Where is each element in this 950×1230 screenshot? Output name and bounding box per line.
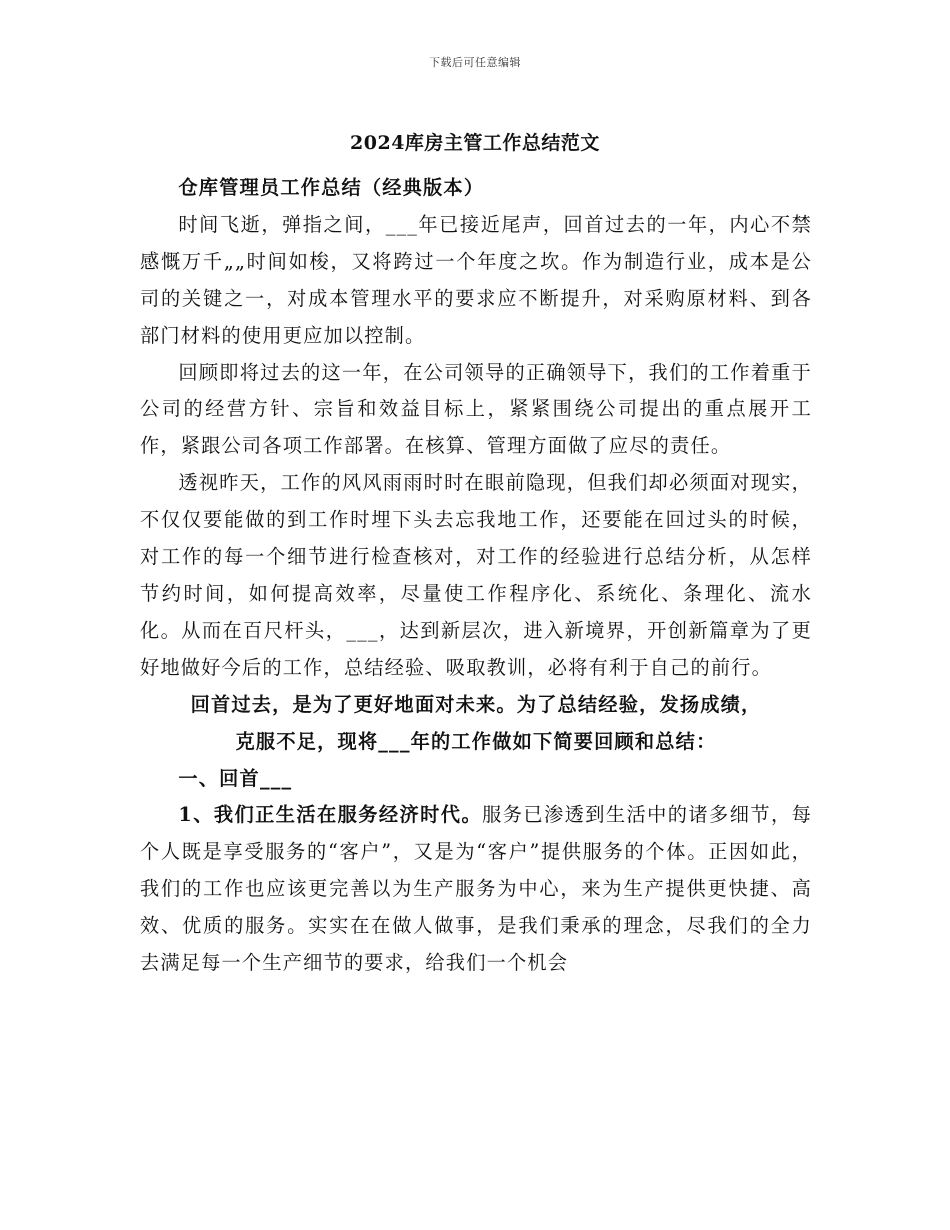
paragraph-1: 时间飞逝，弹指之间，___年已接近尾声，回首过去的一年，内心不禁感慨万千„„时间如梭，又将跨过一个年度之坎。作为制造行业，成本是公司的关键之一，对成本管理水平的要求应不断提升，对采购原材料、到各部门材料的使用更应加以控制。 — [140, 212, 812, 347]
item-1-body: 服务已渗透到生活中的诸多细节，每个人既是享受服务的“客户”，又是为“客户”提供服务的个体。正因如此，我们的工作也应该更完善以为生产服务为中心，来为生产提供更快捷、高效、优质的服务。实实在在做人做事，是我们秉承的理念，尽我们的全力去满足每一个生产细节的要求，给我们一个机会 — [140, 803, 812, 975]
summary-intro-line-1: 回首过去，是为了更好地面对未来。为了总结经验，发扬成绩， — [190, 692, 762, 716]
item-1-lead: 1、我们正生活在服务经济时代。 — [178, 803, 483, 827]
section-heading: 一、回首___ — [178, 766, 293, 790]
header-note: 下载后可任意编辑 — [429, 56, 521, 69]
page-title: 2024库房主管工作总结范文 — [350, 132, 600, 154]
item-1 — [140, 797, 812, 982]
summary-intro-line-2: 克服不足，现将___年的工作做如下简要回顾和总结： — [235, 729, 717, 753]
paragraph-3: 透视昨天，工作的风风雨雨时时在眼前隐现，但我们却必须面对现实，不仅仅要能做的到工作时埋下头去忘我地工作，还要能在回过头的时候，对工作的每一个细节进行检查核对，对工作的经验进行总结分析，从怎样节约时间，如何提高效率，尽量使工作程序化、系统化、条理化、流水化。从而在百尺杆头，___，达到新层次，进入新境界，开创新篇章为了更好地做好今后的工作，总结经验、吸取教训，必将有利于自己的前行。 — [140, 471, 812, 679]
subtitle: 仓库管理员工作总结（经典版本） — [178, 176, 485, 199]
summary-intro — [140, 687, 812, 761]
document-body — [140, 170, 812, 982]
paragraph-2: 回顾即将过去的这一年，在公司领导的正确领导下，我们的工作着重于公司的经营方针、宗旨和效益目标上，紧紧围绕公司提出的重点展开工作，紧跟公司各项工作部署。在核算、管理方面做了应尽的责任。 — [140, 360, 812, 458]
